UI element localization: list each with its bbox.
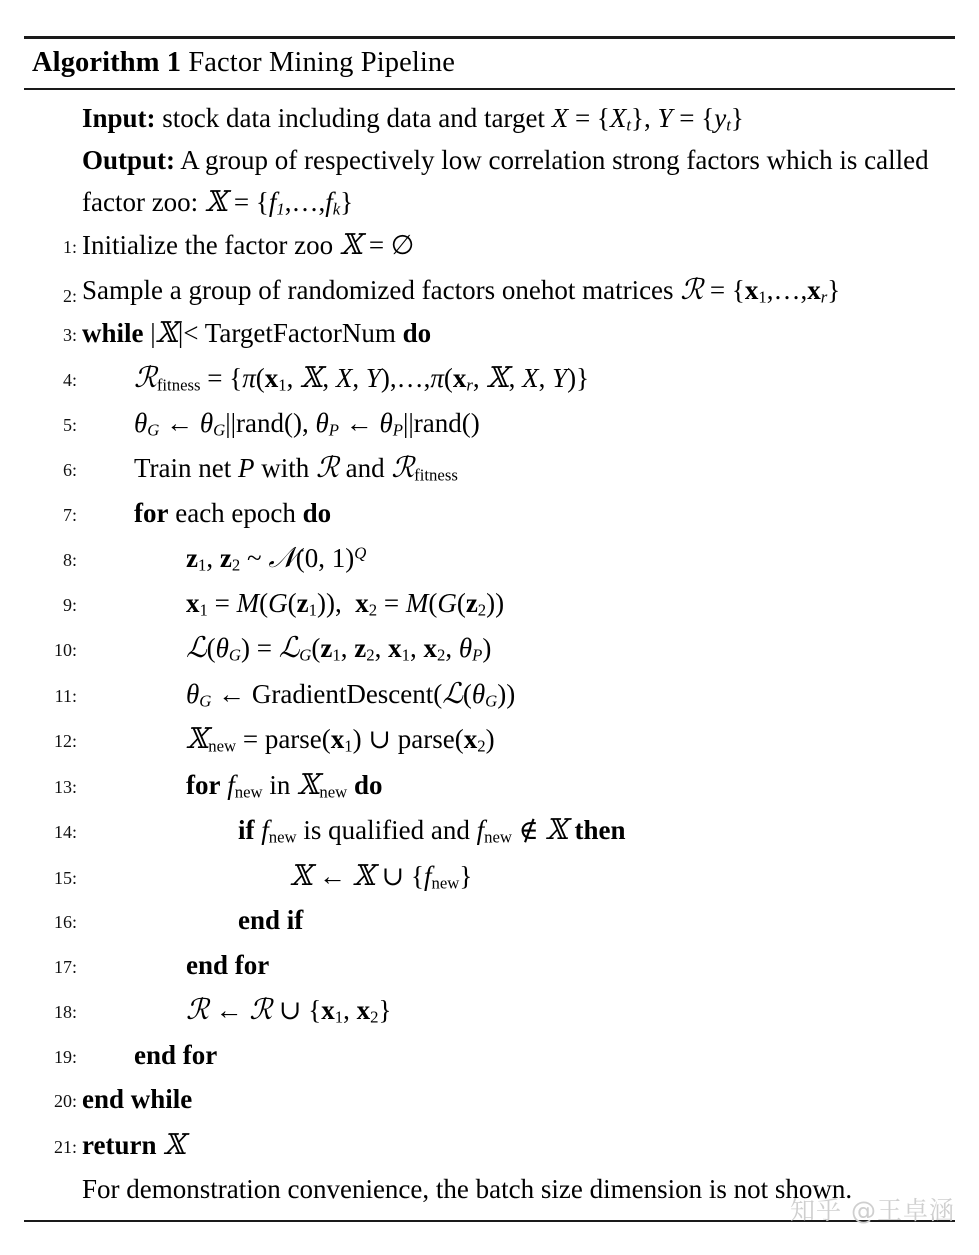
line-number: 15: [53, 867, 77, 888]
algorithm-line [24, 673, 955, 719]
line-number: 7: [62, 504, 77, 525]
algorithm-line [24, 224, 955, 270]
line-content: $ℒ(\theta_G)$ = $ℒ_G(z_1$, $z_2$, $x_1$, $x_2$, $\theta_P$) [186, 630, 492, 665]
algorithm-line [24, 764, 955, 810]
output-keyword: Output: [82, 144, 176, 175]
algorithm-line [24, 900, 955, 945]
line-number: 8: [62, 550, 77, 570]
algorithm-line [24, 1124, 955, 1170]
line-content: Sample a group of randomized factors onehot matrices ℛ = $\{x_1,\dots,x_r\}$ [82, 272, 841, 307]
watermark: 知乎 @王卓涵 [790, 1196, 955, 1225]
line-number: 11: [54, 685, 77, 706]
line-number: 2: [62, 286, 77, 306]
line-content: end while [82, 1084, 193, 1114]
algorithm-line [24, 989, 955, 1035]
output-text: A group of respectively low correlation strong factors which is called factor zoo: 𝕏 = $\{f_1,\dots,f_k\}$ [82, 144, 929, 219]
line-content: end if [238, 905, 304, 935]
line-number: 9: [62, 594, 77, 615]
algorithm-line [24, 537, 955, 583]
line-content: Initialize the factor zoo 𝕏 = ∅ [82, 226, 415, 261]
line-number: 17: [53, 956, 77, 977]
line-number: 4: [62, 370, 77, 390]
algorithm-line [24, 312, 955, 358]
line-number: 21: [53, 1136, 77, 1157]
algorithm-line [24, 627, 955, 673]
line-content: $x_1 = M(G(z_1))$, $x_2 = M(G(z_2))$ [186, 587, 505, 620]
algorithm-line [24, 1079, 955, 1124]
line-content: if $f_{new}$ is qualified and $f_{new}$ ∉ 𝕏 then [238, 812, 626, 847]
line-content: end for [186, 949, 270, 980]
line-content: $\theta_G$ ← $GradientDescent(ℒ(\theta_G))$ [186, 675, 516, 711]
line-content: ℛ ← ℛ ∪ {$x_1$, $x_2$} [186, 992, 392, 1027]
line-content: ℛ$_{fitness}$ = {$\pi(x_1$, 𝕏, X, $Y),\dots,\pi(x_r$, 𝕏, X, Y)} [134, 360, 590, 395]
line-number: 5: [62, 414, 77, 435]
line-number: 18: [53, 1002, 77, 1022]
algorithm-line [24, 583, 955, 628]
algorithm-input-line [24, 98, 955, 140]
line-number: 3: [62, 324, 77, 345]
algorithm-line [24, 945, 955, 990]
algorithm-line [24, 809, 955, 855]
algorithm-label: Algorithm 1 [32, 47, 182, 78]
line-number: 10: [53, 640, 77, 660]
input-keyword: Input: [82, 103, 156, 133]
line-content: 𝕏$_{new}$ = $parse(x_1)$ ∪ $parse(x_2)$ [186, 721, 495, 756]
line-content: $z_1$, $z_2$ ~ 𝒩(0, 1)$^Q$ [186, 540, 367, 575]
line-content: for each epoch do [134, 497, 332, 528]
line-number: 6: [62, 460, 77, 480]
algorithm-line [24, 403, 955, 448]
algorithm-note: For demonstration convenience, the batch size dimension is not shown. [82, 1174, 853, 1204]
algorithm-title [24, 39, 955, 88]
line-content: end for [134, 1039, 218, 1070]
line-content: 𝕏 ← 𝕏 ∪ $\{f_{new}\}$ [290, 857, 473, 893]
line-number: 16: [53, 912, 77, 932]
input-text: stock data including data and target $X = \{X_t\}$, $Y = \{y_t\}$ [162, 103, 744, 135]
algorithm-line [24, 269, 955, 312]
line-number: 14: [53, 822, 77, 842]
line-number: 13: [53, 776, 77, 797]
algorithm-caption: Factor Mining Pipeline [188, 47, 455, 78]
algorithm-body [24, 90, 955, 1220]
line-content: Train net P with ℛ and ℛ$_{fitness}$ [134, 450, 458, 485]
algorithm-line [24, 718, 955, 764]
line-content: while |𝕏|< TargetFactorNum do [82, 314, 432, 349]
algorithm-line [24, 1035, 955, 1080]
algorithm-block [24, 36, 955, 1222]
line-number: 20: [53, 1091, 77, 1111]
algorithm-line [24, 493, 955, 538]
algorithm-line [24, 855, 955, 901]
algorithm-line [24, 447, 955, 493]
algorithm-line [24, 357, 955, 403]
line-content: return 𝕏 [82, 1126, 186, 1161]
line-content: $\theta_G$ ← $\theta_G||rand()$, $\theta_P$ ← $\theta_P||rand()$ [134, 407, 480, 440]
line-number: 1: [62, 236, 77, 257]
line-content: for $f_{new}$ in 𝕏$_{new}$ do [186, 766, 383, 802]
algorithm-output-line [24, 140, 944, 224]
line-number: 12: [53, 731, 77, 751]
line-number: 19: [53, 1046, 77, 1067]
